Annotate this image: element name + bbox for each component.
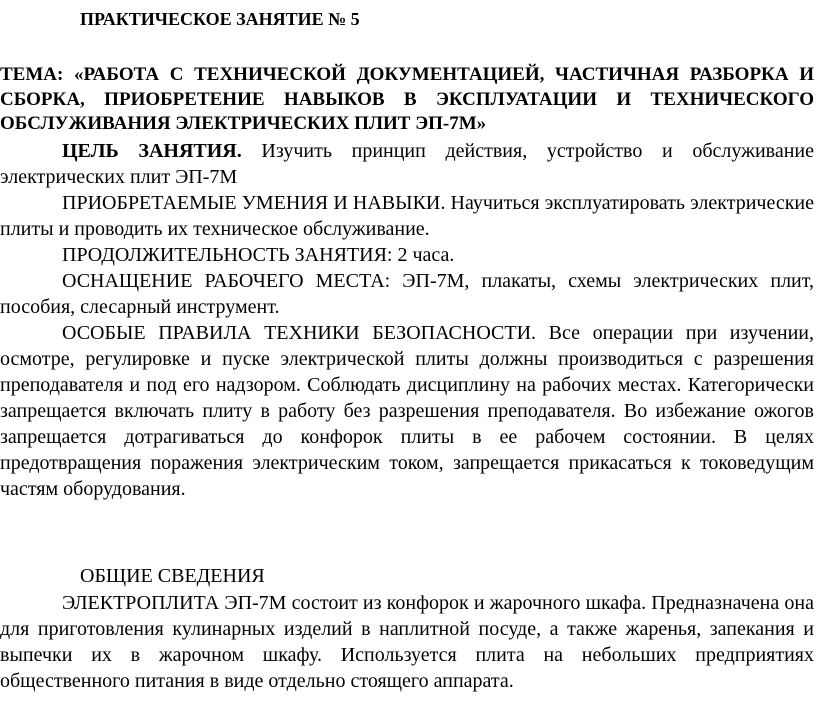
general-paragraph xyxy=(0,590,814,694)
duration-paragraph xyxy=(0,242,814,268)
goal-paragraph xyxy=(0,138,814,190)
topic-paragraph: ТЕМА: «РАБОТА С ТЕХНИЧЕСКОЙ ДОКУМЕНТАЦИЕЙ, ЧАСТИЧНАЯ РАЗБОРКА И СБОРКА, ПРИОБРЕТЕНИЕ НАВЫКОВ В ЭКСПЛУАТАЦИИ И ТЕХНИЧЕСКОГО ОБСЛУЖИВАНИЯ ЭЛЕКТРИЧЕСКИХ ПЛИТ ЭП-7М» xyxy=(0,64,814,134)
skills-text: ПРИОБРЕТАЕМЫЕ УМЕНИЯ И НАВЫКИ. Научиться эксплуатировать электрические плиты и проводить их техническое обслуживание. xyxy=(0,192,814,240)
safety-text: ОСОБЫЕ ПРАВИЛА ТЕХНИКИ БЕЗОПАСНОСТИ. Все операции при изучении, осмотре, регулировке и пуске электрической плиты должны производиться с разрешения преподавателя и под его надзором. Соблюдать дисциплину на рабочих местах. Категорически запрещается включать плиту в работу без разрешения преподавателя. Во избежание ожогов запрещается дотрагиваться до конфорок плиты в ее рабочем состоянии. В целях предотвращения поражения электрическим током, запрещается прикасаться к токоведущим частям оборудования. xyxy=(0,322,814,500)
goal-label: ЦЕЛЬ ЗАНЯТИЯ. xyxy=(62,140,242,162)
duration-text: ПРОДОЛЖИТЕЛЬНОСТЬ ЗАНЯТИЯ: 2 часа. xyxy=(62,244,455,266)
general-heading: ОБЩИЕ СВЕДЕНИЯ xyxy=(80,565,265,587)
equipment-paragraph xyxy=(0,268,814,320)
document-title: ПРАКТИЧЕСКОЕ ЗАНЯТИЕ № 5 xyxy=(80,9,360,29)
safety-paragraph xyxy=(0,320,814,502)
goal-text: Изучить принцип действия, устройство и обслуживание электрических плит ЭП-7М xyxy=(0,140,814,188)
skills-paragraph xyxy=(0,190,814,242)
equipment-text: ОСНАЩЕНИЕ РАБОЧЕГО МЕСТА: ЭП-7М, плакаты, схемы электрических плит, пособия, слесарный инструмент. xyxy=(0,270,814,318)
general-text: ЭЛЕКТРОПЛИТА ЭП-7М состоит из конфорок и жарочного шкафа. Предназначена она для приготовления кулинарных изделий в наплитной посуде, а также жаренья, запекания и выпечки их в жарочном шкафу. Используется плита на небольших предприятиях общественного питания в виде отдельно стоящего аппарата. xyxy=(0,592,814,692)
